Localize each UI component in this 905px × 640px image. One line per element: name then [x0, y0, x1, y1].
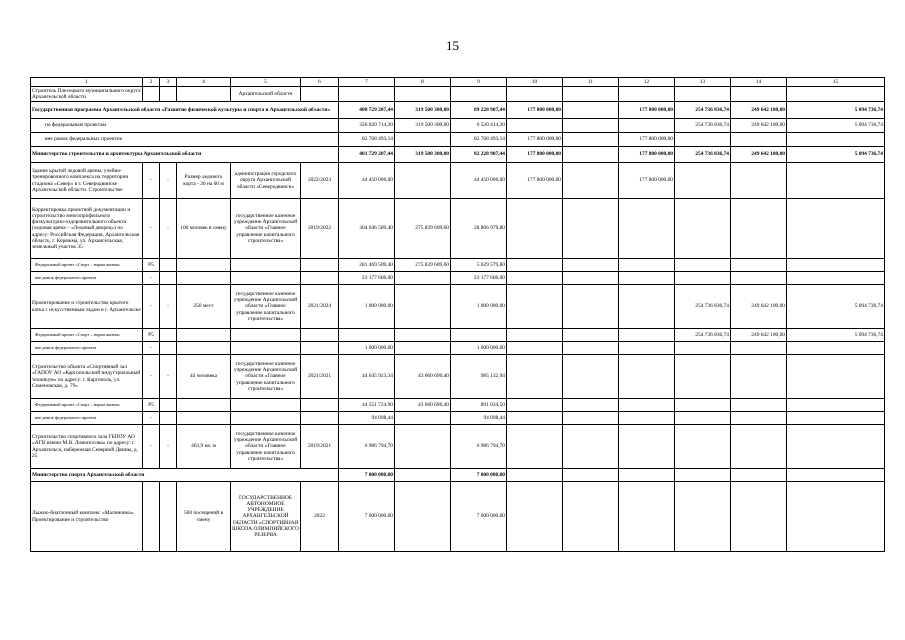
table-cell	[507, 285, 563, 329]
table-cell: 177 800 000,00	[619, 133, 675, 147]
table-cell	[619, 399, 675, 412]
table-cell: Федеральный проект «Спорт – норма жизни»	[31, 399, 143, 412]
table-cell: 100 человек в смену	[177, 199, 231, 259]
table-cell	[507, 272, 563, 285]
table-cell: 500 посещений в смену	[177, 482, 231, 552]
table-cell	[675, 87, 731, 102]
header-row	[31, 78, 885, 87]
table-cell: 254 736 836,74	[675, 285, 731, 329]
table-cell	[675, 425, 731, 469]
table-cell	[563, 285, 619, 329]
table-cell	[160, 399, 177, 412]
table-cell	[787, 482, 885, 552]
table-cell: 319 500 300,00	[395, 147, 451, 163]
table-cell	[563, 119, 619, 133]
table-cell	[160, 412, 177, 425]
budget-table	[30, 77, 885, 552]
table-cell	[507, 119, 563, 133]
table-cell	[563, 425, 619, 469]
table-cell	[619, 355, 675, 399]
header-cell: 2	[143, 78, 160, 87]
header-cell: 3	[160, 78, 177, 87]
table-cell: ГОСУДАРСТВЕННОЕ АВТОНОМНОЕ УЧРЕЖДЕНИЕ АРХАНГЕЛЬСКОЙ ОБЛАСТИ «СПОРТИВНАЯ ШКОЛА ОЛИМПИЙСКОГО РЕЗЕРВА	[231, 482, 301, 552]
table-cell: 5 094 736,74	[787, 329, 885, 342]
table-cell	[619, 469, 675, 482]
table-cell	[731, 482, 787, 552]
table-cell: -	[143, 199, 160, 259]
page-number: 15	[446, 38, 459, 53]
table-cell	[231, 412, 301, 425]
table-cell	[563, 147, 619, 163]
header-cell: 8	[395, 78, 451, 87]
table-cell: 326 020 714,30	[339, 119, 395, 133]
table-cell: 177 800 000,00	[507, 102, 563, 119]
table-cell	[231, 259, 301, 272]
table-cell	[563, 272, 619, 285]
table-cell	[563, 87, 619, 102]
table-cell	[787, 163, 885, 199]
table-cell	[731, 469, 787, 482]
table-cell	[507, 259, 563, 272]
table-cell: 254 736 836,74	[675, 119, 731, 133]
table-cell	[787, 87, 885, 102]
table-cell	[619, 199, 675, 259]
table-cell: 82 708 493,14	[451, 133, 507, 147]
table-cell: 7 000 000,00	[339, 469, 395, 482]
table-cell: 43 660 690,40	[395, 355, 451, 399]
table-cell	[563, 342, 619, 355]
table-row	[31, 87, 885, 102]
table-cell	[787, 342, 885, 355]
table-cell	[231, 399, 301, 412]
table-row	[31, 272, 885, 285]
table-cell	[619, 285, 675, 329]
table-cell: 44 человека	[177, 355, 231, 399]
table-cell: 6 520 414,30	[451, 119, 507, 133]
table-cell	[619, 272, 675, 285]
table-cell	[507, 399, 563, 412]
table-cell: 319 500 300,00	[395, 102, 451, 119]
table-cell: Здание крытой ледовой арены, учебно-тренировочного комплекса на территории стадиона «Север» в г. Северодвинске Архангельской области. Строительство	[31, 163, 143, 199]
table-cell	[731, 399, 787, 412]
table-cell: -	[160, 163, 177, 199]
table-cell	[301, 259, 339, 272]
table-cell	[563, 199, 619, 259]
table-cell: 44 450 000,00	[451, 163, 507, 199]
table-cell: 5 094 736,74	[787, 102, 885, 119]
table-cell: 2021/2024	[301, 285, 339, 329]
table-cell: 304 646 589,40	[339, 199, 395, 259]
table-cell	[177, 399, 231, 412]
table-cell: 94 098,44	[339, 412, 395, 425]
header-cell: 1	[31, 78, 143, 87]
table-cell	[451, 329, 507, 342]
table-cell: 5 629 579,80	[451, 259, 507, 272]
table-cell	[675, 469, 731, 482]
table-cell: 275 839 609,60	[395, 199, 451, 259]
table-cell: 23 177 600,00	[339, 272, 395, 285]
table-cell: 2022/2023	[301, 163, 339, 199]
table-cell	[619, 119, 675, 133]
table-cell: государственное казенное учреждение Архангельской области «Главное управление капитального строительства»	[231, 285, 301, 329]
table-cell	[563, 399, 619, 412]
table-cell	[731, 133, 787, 147]
table-cell	[177, 87, 231, 102]
table-cell: 281 469 509,40	[339, 259, 395, 272]
table-cell: Корректировка проектной документации и строительство многопрофильного физкультурно-оздоровительного объекта (ледовая арена – «Ледовый дворец») по адресу: Российская Федерация, Архангельская область, г. Коряжма, ул. Архангельская, земельный участок 35	[31, 199, 143, 259]
table-cell: -	[143, 412, 160, 425]
table-cell	[675, 133, 731, 147]
table-cell	[395, 342, 451, 355]
table-cell: 7 000 000,00	[451, 469, 507, 482]
table-cell	[563, 102, 619, 119]
table-row	[31, 399, 885, 412]
table-cell	[787, 259, 885, 272]
table-cell	[731, 342, 787, 355]
table-cell: 250 мест	[177, 285, 231, 329]
table-cell	[160, 259, 177, 272]
table-row	[31, 102, 885, 119]
table-cell	[507, 199, 563, 259]
table-cell: -	[143, 163, 160, 199]
table-cell	[563, 259, 619, 272]
table-row	[31, 425, 885, 469]
table-cell: 7 000 000,00	[451, 482, 507, 552]
table-cell	[177, 329, 231, 342]
table-cell	[301, 412, 339, 425]
table-cell: 177 800 000,00	[507, 147, 563, 163]
table-cell	[160, 272, 177, 285]
table-cell: 44 551 724,90	[339, 399, 395, 412]
table-cell: 2019/2021	[301, 425, 339, 469]
table-cell: -	[143, 342, 160, 355]
table-row	[31, 329, 885, 342]
table-cell: 5 094 736,74	[787, 285, 885, 329]
table-cell: 1 000 000,00	[339, 342, 395, 355]
table-cell	[231, 272, 301, 285]
table-cell: 177 800 000,00	[619, 163, 675, 199]
table-cell	[731, 163, 787, 199]
table-cell: 254 736 836,74	[675, 329, 731, 342]
table-cell: 401 729 207,44	[339, 147, 395, 163]
table-cell: 6 986 794,70	[339, 425, 395, 469]
table-cell	[731, 87, 787, 102]
table-cell	[619, 342, 675, 355]
table-cell: Лыжно-биатлонный комплекс «Малиновка». Проектирование и строительство	[31, 482, 143, 552]
table-row	[31, 285, 885, 329]
table-cell: 82 708 493,14	[339, 133, 395, 147]
table-cell	[231, 329, 301, 342]
table-cell	[563, 163, 619, 199]
table-cell	[160, 329, 177, 342]
table-cell	[619, 412, 675, 425]
table-cell	[395, 482, 451, 552]
header-cell: 12	[619, 78, 675, 87]
table-cell: 7 000 000,00	[339, 482, 395, 552]
table-cell	[787, 412, 885, 425]
table-cell	[395, 163, 451, 199]
table-cell	[787, 272, 885, 285]
table-cell	[675, 199, 731, 259]
table-cell	[619, 259, 675, 272]
table-row	[31, 482, 885, 552]
table-cell: вне рамок федерального проекта	[31, 342, 143, 355]
table-cell	[507, 482, 563, 552]
table-cell	[787, 469, 885, 482]
table-row	[31, 469, 885, 482]
table-cell	[395, 285, 451, 329]
table-cell: 28 806 979,80	[451, 199, 507, 259]
table-cell: -	[143, 425, 160, 469]
table-cell: 891 034,50	[451, 399, 507, 412]
table-cell: 249 642 100,00	[731, 147, 787, 163]
table-cell: P5	[143, 259, 160, 272]
header-cell: 14	[731, 78, 787, 87]
table-cell	[507, 342, 563, 355]
table-cell: 43 660 690,40	[395, 399, 451, 412]
table-cell	[563, 412, 619, 425]
table-cell	[143, 87, 160, 102]
table-cell	[160, 87, 177, 102]
table-cell	[507, 425, 563, 469]
table-row	[31, 119, 885, 133]
table-cell: государственное казенное учреждение Архангельской области «Главное управление капитального строительства»	[231, 355, 301, 399]
table-cell	[395, 469, 451, 482]
table-cell	[731, 412, 787, 425]
table-cell: 254 736 836,74	[675, 147, 731, 163]
table-cell: администрация городского округа Архангельской области «Северодвинск»	[231, 163, 301, 199]
table-cell: 177 800 000,00	[507, 163, 563, 199]
table-cell: 177 800 000,00	[507, 133, 563, 147]
table-cell	[787, 355, 885, 399]
section-label: вне рамок федеральных проектов	[31, 133, 339, 147]
table-cell	[563, 329, 619, 342]
table-cell: P5	[143, 399, 160, 412]
table-cell: 177 800 000,00	[619, 147, 675, 163]
table-cell	[787, 425, 885, 469]
table-cell	[301, 342, 339, 355]
table-cell	[563, 355, 619, 399]
table-cell: государственное казенное учреждение Архангельской области «Главное управление капитального строительства»	[231, 199, 301, 259]
table-cell	[675, 482, 731, 552]
table-cell	[675, 342, 731, 355]
table-cell: государственное казенное учреждение Архангельской области «Главное управление капитального строительства»	[231, 425, 301, 469]
table-row	[31, 259, 885, 272]
table-cell: Проектирование и строительство крытого катка с искусственным льдом в г. Архангельске	[31, 285, 143, 329]
table-cell	[143, 482, 160, 552]
table-cell	[507, 412, 563, 425]
table-row	[31, 342, 885, 355]
table-cell: 249 642 100,00	[731, 102, 787, 119]
table-row	[31, 199, 885, 259]
table-cell: 249 642 100,00	[731, 285, 787, 329]
table-cell	[451, 87, 507, 102]
table-cell: 5 094 736,74	[787, 119, 885, 133]
table-cell	[395, 87, 451, 102]
table-cell: P5	[143, 329, 160, 342]
table-cell	[563, 133, 619, 147]
section-label: Министерство спорта Архангельской области	[31, 469, 339, 482]
table-cell	[395, 412, 451, 425]
table-cell	[301, 87, 339, 102]
table-cell: 44 645 923,34	[339, 355, 395, 399]
table-cell: 254 736 836,74	[675, 102, 731, 119]
table-cell: -	[160, 425, 177, 469]
table-cell	[395, 272, 451, 285]
table-cell	[507, 355, 563, 399]
table-cell	[177, 412, 231, 425]
table-cell	[731, 355, 787, 399]
table-cell: -	[160, 355, 177, 399]
table-cell	[160, 482, 177, 552]
table-cell	[731, 272, 787, 285]
table-cell	[563, 469, 619, 482]
header-cell: 6	[301, 78, 339, 87]
table-cell: -	[143, 285, 160, 329]
header-cell: 4	[177, 78, 231, 87]
table-cell: 985 132,94	[451, 355, 507, 399]
table-row	[31, 163, 885, 199]
table-cell: 1 000 000,00	[451, 285, 507, 329]
table-cell: 23 177 600,00	[451, 272, 507, 285]
table-cell: 463,9 кв. м	[177, 425, 231, 469]
table-cell	[787, 399, 885, 412]
table-cell: 6 986 794,70	[451, 425, 507, 469]
table-cell	[395, 425, 451, 469]
table-cell: Строительство объекта «Спортивный зал «ГАПОУ АО «Каргопольский индустриальный техникум» по адресу: г. Каргополь, ул. Семеновская, д. 79»	[31, 355, 143, 399]
header-cell: 5	[231, 78, 301, 87]
table-row	[31, 147, 885, 163]
table-row	[31, 412, 885, 425]
table-cell	[507, 87, 563, 102]
table-cell: 319 500 300,00	[395, 119, 451, 133]
table-cell: 275 839 609,60	[395, 259, 451, 272]
table-cell	[231, 342, 301, 355]
table-cell	[177, 259, 231, 272]
table-cell	[675, 259, 731, 272]
header-cell: 9	[451, 78, 507, 87]
table-cell	[675, 399, 731, 412]
table-cell: 2019/2022	[301, 199, 339, 259]
table-cell	[395, 133, 451, 147]
table-cell	[619, 329, 675, 342]
table-cell: 408 729 207,44	[339, 102, 395, 119]
section-label: по федеральным проектам	[31, 119, 339, 133]
table-cell	[339, 87, 395, 102]
table-cell	[301, 399, 339, 412]
table-cell	[395, 329, 451, 342]
table-cell	[507, 329, 563, 342]
table-row	[31, 355, 885, 399]
table-cell: 249 642 100,00	[731, 119, 787, 133]
table-cell: -	[160, 285, 177, 329]
table-cell: вне рамок федерального проекта	[31, 272, 143, 285]
table-cell	[675, 272, 731, 285]
table-cell: 1 000 000,00	[339, 285, 395, 329]
table-cell	[301, 272, 339, 285]
table-cell: Строительство спортивного зала ГБПОУ АО «АГВ имени М.В. Ломоносова» по адресу: г. Архангельск, набережная Северной Двины, д. 25	[31, 425, 143, 469]
table-cell: Федеральный проект «Спорт – норма жизни»	[31, 329, 143, 342]
table-cell: -	[160, 199, 177, 259]
table-cell: -	[143, 355, 160, 399]
table-cell	[731, 425, 787, 469]
table-cell	[675, 355, 731, 399]
table-cell: 94 098,44	[451, 412, 507, 425]
table-cell	[619, 425, 675, 469]
table-cell	[619, 87, 675, 102]
table-cell	[619, 482, 675, 552]
table-cell	[731, 199, 787, 259]
section-label: Министерство строительства и архитектуры Архангельской области	[31, 147, 339, 163]
table-row	[31, 133, 885, 147]
table-cell: 44 450 000,00	[339, 163, 395, 199]
table-cell: 82 228 907,44	[451, 147, 507, 163]
header-cell: 7	[339, 78, 395, 87]
section-label: Государственная программа Архангельской области «Развитие физической культуры и спорта в Архангельской области»	[31, 102, 339, 119]
table-cell	[339, 329, 395, 342]
table-cell	[787, 133, 885, 147]
table-cell	[177, 342, 231, 355]
table-cell	[177, 272, 231, 285]
table-cell: 1 000 000,00	[451, 342, 507, 355]
table-cell: Строитель Плесецкого муниципального округа Архангельской области	[32, 87, 141, 100]
header-cell: 15	[787, 78, 885, 87]
table-cell: Архангельской области	[231, 87, 301, 102]
table-cell: Размер ледового корта - 26 на 60 м	[177, 163, 231, 199]
table-cell: 249 642 100,00	[731, 329, 787, 342]
table-cell	[563, 482, 619, 552]
table-cell	[675, 163, 731, 199]
table-cell: 89 228 907,44	[451, 102, 507, 119]
header-cell: 13	[675, 78, 731, 87]
table-cell	[301, 329, 339, 342]
table-cell: 177 800 000,00	[619, 102, 675, 119]
table-cell: вне рамок федерального проекта	[31, 412, 143, 425]
table-cell: -	[143, 272, 160, 285]
table-cell	[787, 199, 885, 259]
table-cell: Федеральный проект «Спорт – норма жизни»	[31, 259, 143, 272]
table-cell	[507, 469, 563, 482]
table-cell	[731, 259, 787, 272]
header-cell: 10	[507, 78, 563, 87]
table-cell: 2022	[301, 482, 339, 552]
table-cell: 5 094 736,74	[787, 147, 885, 163]
table-cell: 2021/2021	[301, 355, 339, 399]
table-cell	[160, 342, 177, 355]
header-cell: 11	[563, 78, 619, 87]
table-cell	[675, 412, 731, 425]
